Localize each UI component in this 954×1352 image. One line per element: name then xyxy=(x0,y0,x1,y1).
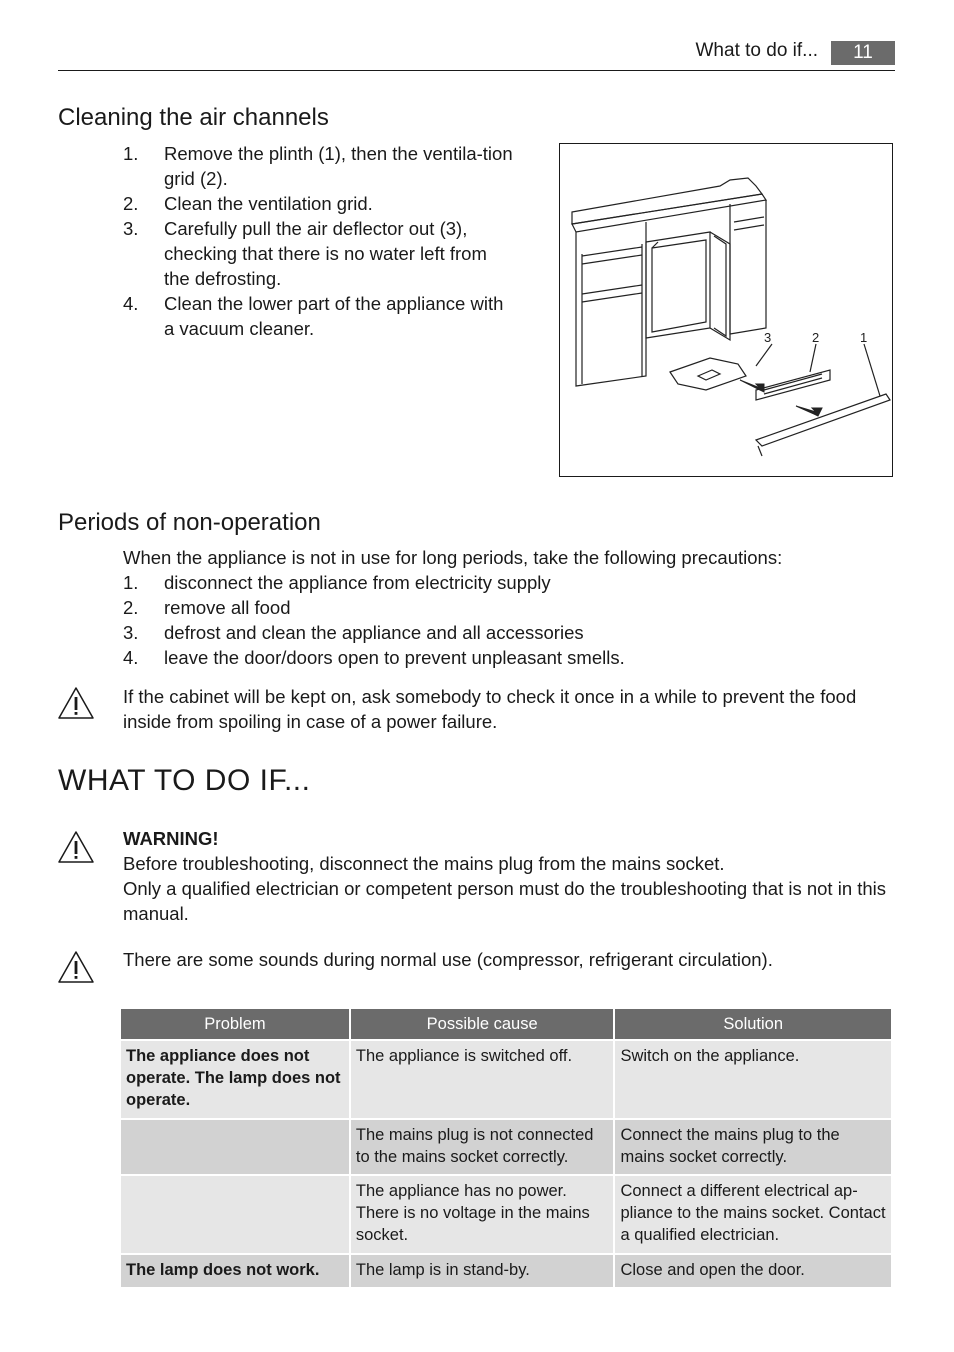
label-1: 1 xyxy=(860,330,868,345)
list-item: 3. defrost and clean the appliance and all accessories xyxy=(123,622,584,643)
nonop-heading: Periods of non-operation xyxy=(58,509,321,536)
cause-cell: The lamp is in stand-by. xyxy=(351,1255,614,1287)
problem-cell: The appliance does not operate. The lamp does not operate. xyxy=(121,1041,349,1118)
appliance-drawing xyxy=(560,144,892,476)
list-item: 4. leave the door/doors open to prevent unpleasant smells. xyxy=(123,647,625,668)
cleaning-steps xyxy=(123,141,513,341)
list-item: 3. Carefully pull the air deflector out (3), checking that there is no water left from the defrosting. xyxy=(123,218,487,289)
air-channels-illustration xyxy=(559,143,893,477)
warning-icon xyxy=(57,830,95,864)
nonop-intro: When the appliance is not in use for long periods, take the following precautions: xyxy=(123,547,783,568)
table-row xyxy=(121,1041,891,1118)
solution-cell: Connect a different electrical ap-pliance to the mains socket. Contact a qualified electrician. xyxy=(615,1176,891,1253)
warning-title: WARNING! xyxy=(123,828,219,849)
label-3: 3 xyxy=(764,330,772,345)
column-header: Problem xyxy=(121,1009,349,1039)
solution-cell: Connect the mains plug to the mains socket correctly. xyxy=(615,1120,891,1174)
list-item: 1. disconnect the appliance from electricity supply xyxy=(123,572,551,593)
warning-icon xyxy=(57,686,95,720)
page-number: 11 xyxy=(831,41,895,65)
column-header: Solution xyxy=(615,1009,891,1039)
problem-cell xyxy=(121,1176,349,1253)
header-divider xyxy=(58,70,895,71)
troubleshooting-table xyxy=(119,1007,893,1289)
warning-text-2: Only a qualified electrician or competent person must do the troubleshooting that is not in this manual. xyxy=(123,878,887,924)
cause-cell: The appliance is switched off. xyxy=(351,1041,614,1118)
table-row xyxy=(121,1255,891,1287)
nonop-caution: If the cabinet will be kept on, ask somebody to check it once in a while to prevent the food inside from spoiling in case of a power failure. xyxy=(123,686,857,732)
sounds-note: There are some sounds during normal use (compressor, refrigerant circulation). xyxy=(123,949,773,970)
table-header-row xyxy=(121,1009,891,1039)
running-header: What to do if... xyxy=(695,40,818,61)
warning-icon xyxy=(57,950,95,984)
list-item: 2. remove all food xyxy=(123,597,291,618)
cleaning-heading: Cleaning the air channels xyxy=(58,104,329,131)
warning-block xyxy=(123,826,895,926)
problem-cell xyxy=(121,1120,349,1174)
cause-cell: The mains plug is not connected to the mains socket correctly. xyxy=(351,1120,614,1174)
label-2: 2 xyxy=(812,330,820,345)
whatif-heading: WHAT TO DO IF... xyxy=(58,764,311,797)
table-row xyxy=(121,1120,891,1174)
list-item: 1. Remove the plinth (1), then the ventila-tion grid (2). xyxy=(123,143,513,189)
cause-cell: The appliance has no power. There is no voltage in the mains socket. xyxy=(351,1176,614,1253)
solution-cell: Switch on the appliance. xyxy=(615,1041,891,1118)
list-item: 4. Clean the lower part of the appliance with a vacuum cleaner. xyxy=(123,293,504,339)
solution-cell: Close and open the door. xyxy=(615,1255,891,1287)
table-row xyxy=(121,1176,891,1253)
nonop-steps xyxy=(123,570,893,670)
column-header: Possible cause xyxy=(351,1009,614,1039)
list-item: 2. Clean the ventilation grid. xyxy=(123,193,373,214)
warning-text-1: Before troubleshooting, disconnect the mains plug from the mains socket. xyxy=(123,853,725,874)
problem-cell: The lamp does not work. xyxy=(121,1255,349,1287)
